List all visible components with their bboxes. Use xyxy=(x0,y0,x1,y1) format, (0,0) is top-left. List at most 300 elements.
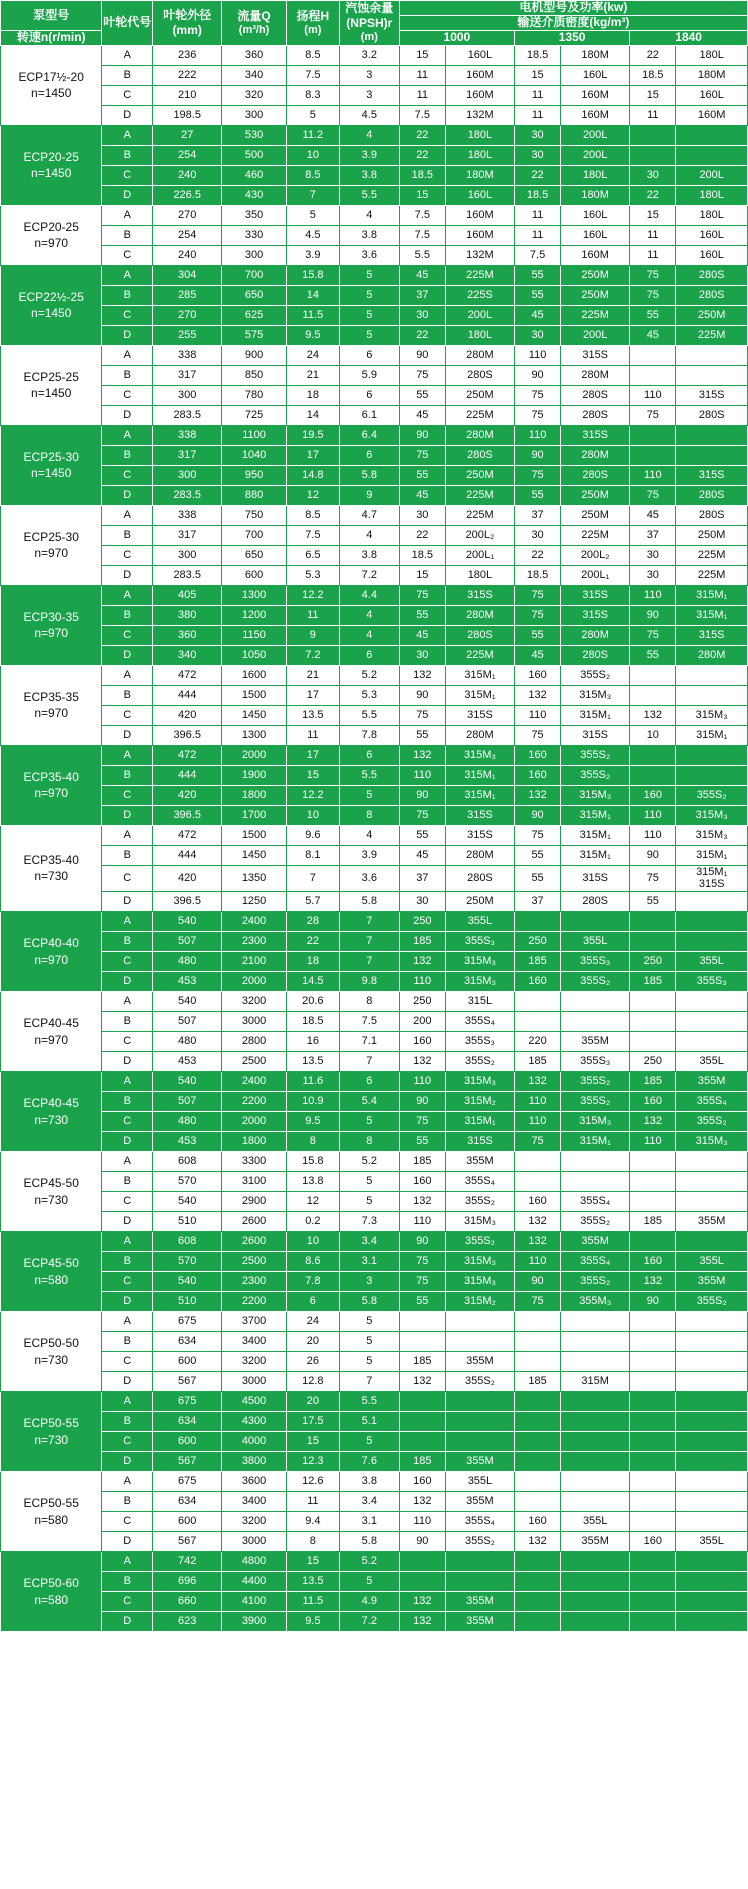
table-cell xyxy=(630,345,676,365)
table-row xyxy=(1,1592,748,1612)
table-cell: 7 xyxy=(339,932,399,952)
table-cell: 8 xyxy=(286,1132,339,1152)
table-cell: 355L xyxy=(561,932,630,952)
table-cell: 3.4 xyxy=(339,1492,399,1512)
table-cell xyxy=(630,1332,676,1352)
table-cell: C xyxy=(102,1192,153,1212)
table-cell: 75 xyxy=(399,1252,445,1272)
table-cell: 160M xyxy=(676,105,748,125)
header-flow-label: 流量Q xyxy=(237,8,271,23)
table-cell: 45 xyxy=(399,405,445,425)
table-row xyxy=(1,1432,748,1452)
table-cell: 132 xyxy=(515,785,561,805)
table-cell: 315M₁ xyxy=(561,805,630,825)
table-row xyxy=(1,585,748,605)
table-cell: 4 xyxy=(339,205,399,225)
table-cell: 340 xyxy=(222,65,287,85)
table-cell xyxy=(561,1432,630,1452)
table-cell: 3400 xyxy=(222,1492,287,1512)
table-cell: 3700 xyxy=(222,1312,287,1332)
table-row xyxy=(1,765,748,785)
table-cell: 634 xyxy=(153,1332,222,1352)
table-cell: 315M₂ xyxy=(445,1092,514,1112)
table-cell: 355S₄ xyxy=(561,1192,630,1212)
pump-model-cell xyxy=(1,1232,102,1312)
table-cell: 55 xyxy=(399,825,445,845)
table-row xyxy=(1,625,748,645)
table-cell: 355S₃ xyxy=(445,932,514,952)
table-cell: 10 xyxy=(630,725,676,745)
table-cell: 4.4 xyxy=(339,585,399,605)
table-cell xyxy=(399,1432,445,1452)
table-cell: 6.5 xyxy=(286,545,339,565)
table-cell: 315M₃ xyxy=(561,1112,630,1132)
table-cell: 160 xyxy=(515,745,561,765)
table-cell: 160L xyxy=(561,225,630,245)
table-cell xyxy=(676,765,748,785)
table-cell: 160 xyxy=(399,1472,445,1492)
table-cell xyxy=(676,932,748,952)
table-row xyxy=(1,932,748,952)
pump-model-line: n=580 xyxy=(34,1272,69,1287)
table-cell xyxy=(676,1352,748,1372)
table-cell xyxy=(630,445,676,465)
table-cell: 5 xyxy=(339,305,399,325)
table-cell: 430 xyxy=(222,185,287,205)
table-cell: 472 xyxy=(153,665,222,685)
table-cell: 254 xyxy=(153,145,222,165)
table-cell: 26 xyxy=(286,1352,339,1372)
table-cell: 236 xyxy=(153,45,222,65)
table-cell: 567 xyxy=(153,1452,222,1472)
table-cell xyxy=(630,1392,676,1412)
pump-model-cell xyxy=(1,345,102,425)
table-cell: 5 xyxy=(339,1112,399,1132)
table-cell: 11 xyxy=(399,65,445,85)
table-cell xyxy=(676,425,748,445)
table-cell: 315M₁ xyxy=(445,765,514,785)
table-cell: 507 xyxy=(153,1092,222,1112)
table-cell: 1500 xyxy=(222,825,287,845)
table-cell: 950 xyxy=(222,465,287,485)
table-cell: 8.5 xyxy=(286,165,339,185)
table-cell: 17 xyxy=(286,685,339,705)
table-cell xyxy=(561,1492,630,1512)
table-row xyxy=(1,405,748,425)
table-cell: 90 xyxy=(515,805,561,825)
table-cell: 37 xyxy=(630,525,676,545)
table-row xyxy=(1,825,748,845)
table-cell: 160L xyxy=(676,85,748,105)
table-cell: 45 xyxy=(399,265,445,285)
table-cell xyxy=(676,865,748,891)
table-cell xyxy=(630,1152,676,1172)
table-cell xyxy=(676,1512,748,1532)
table-cell: 396.5 xyxy=(153,892,222,912)
table-cell: 75 xyxy=(399,445,445,465)
table-row xyxy=(1,245,748,265)
table-cell xyxy=(399,1412,445,1432)
table-cell: 507 xyxy=(153,1012,222,1032)
table-cell: 75 xyxy=(630,285,676,305)
table-cell: 180M xyxy=(445,165,514,185)
table-cell: 315M xyxy=(561,1372,630,1392)
table-cell: 444 xyxy=(153,765,222,785)
table-cell: 280S xyxy=(676,285,748,305)
table-cell: 8.1 xyxy=(286,845,339,865)
table-cell: 200L₂ xyxy=(445,525,514,545)
table-cell: 315S xyxy=(561,425,630,445)
table-cell xyxy=(676,745,748,765)
table-cell: 110 xyxy=(630,805,676,825)
table-cell xyxy=(515,1572,561,1592)
table-cell: 18 xyxy=(286,952,339,972)
table-cell: 15.8 xyxy=(286,265,339,285)
table-cell: 2500 xyxy=(222,1252,287,1272)
pump-model-line: ECP50-60 xyxy=(23,1576,79,1591)
table-cell xyxy=(515,1392,561,1412)
table-cell: 3200 xyxy=(222,1352,287,1372)
table-cell xyxy=(561,1452,630,1472)
pump-model-line: ECP40-45 xyxy=(23,1016,79,1031)
table-cell: 180M xyxy=(561,185,630,205)
table-cell: 12 xyxy=(286,1192,339,1212)
table-cell: 4.7 xyxy=(339,505,399,525)
pump-model-line: n=580 xyxy=(34,1592,69,1607)
table-cell: 185 xyxy=(515,1052,561,1072)
pump-model-line: ECP35-35 xyxy=(23,690,79,705)
table-cell xyxy=(676,1452,748,1472)
table-cell: 20 xyxy=(286,1332,339,1352)
table-cell: 30 xyxy=(515,145,561,165)
table-cell: D xyxy=(102,725,153,745)
pump-model-line: n=730 xyxy=(34,1352,69,1367)
table-cell: 5 xyxy=(339,325,399,345)
table-cell: 570 xyxy=(153,1252,222,1272)
table-cell xyxy=(515,1612,561,1632)
table-cell: 6 xyxy=(339,445,399,465)
table-cell: 15 xyxy=(399,565,445,585)
table-cell: 110 xyxy=(515,705,561,725)
table-cell: 9 xyxy=(286,625,339,645)
table-cell: 315M₃ xyxy=(676,1132,748,1152)
pump-model-line: n=970 xyxy=(34,546,69,561)
table-cell: 11.5 xyxy=(286,1592,339,1612)
table-cell: 355S₂ xyxy=(561,1072,630,1092)
table-cell: 18.5 xyxy=(515,45,561,65)
table-cell: 16 xyxy=(286,1032,339,1052)
table-cell: 30 xyxy=(515,125,561,145)
table-cell: 90 xyxy=(630,1292,676,1312)
table-cell: 780 xyxy=(222,385,287,405)
table-cell xyxy=(515,1332,561,1352)
pump-model-line: n=970 xyxy=(34,236,69,251)
table-cell xyxy=(399,1392,445,1412)
table-cell: 5 xyxy=(339,1332,399,1352)
pump-model-line: n=970 xyxy=(34,1032,69,1047)
table-cell: B xyxy=(102,1332,153,1352)
table-cell: D xyxy=(102,1132,153,1152)
table-cell: 1800 xyxy=(222,1132,287,1152)
table-cell: 14 xyxy=(286,285,339,305)
table-cell: 5.8 xyxy=(339,1532,399,1552)
table-cell: B xyxy=(102,1172,153,1192)
table-cell: 24 xyxy=(286,1312,339,1332)
pump-model-cell xyxy=(1,1152,102,1232)
table-cell: D xyxy=(102,405,153,425)
table-row xyxy=(1,1312,748,1332)
table-cell: 7.2 xyxy=(286,645,339,665)
table-cell: 132 xyxy=(399,1052,445,1072)
table-cell: 355M xyxy=(445,1352,514,1372)
table-cell: 185 xyxy=(630,1212,676,1232)
table-header xyxy=(1,1,748,46)
table-cell: 75 xyxy=(515,605,561,625)
table-row xyxy=(1,485,748,505)
table-cell: 160 xyxy=(515,1512,561,1532)
table-cell xyxy=(445,1412,514,1432)
table-cell: 2500 xyxy=(222,1052,287,1072)
table-cell: 10 xyxy=(286,1232,339,1252)
table-cell: 355S₂ xyxy=(445,1052,514,1072)
table-cell: 132 xyxy=(630,1112,676,1132)
table-cell: 160 xyxy=(515,1192,561,1212)
table-cell xyxy=(515,1352,561,1372)
table-cell: 3800 xyxy=(222,1452,287,1472)
table-cell: 18.5 xyxy=(286,1012,339,1032)
table-cell xyxy=(630,365,676,385)
table-cell xyxy=(561,1572,630,1592)
table-cell xyxy=(561,1592,630,1612)
table-row xyxy=(1,365,748,385)
table-cell: 1150 xyxy=(222,625,287,645)
table-cell: 254 xyxy=(153,225,222,245)
table-cell: 8.5 xyxy=(286,505,339,525)
table-cell: 132 xyxy=(399,1492,445,1512)
table-cell: 160L xyxy=(561,65,630,85)
table-cell: 8.3 xyxy=(286,85,339,105)
table-cell: 315M₁ xyxy=(561,705,630,725)
table-cell: A xyxy=(102,45,153,65)
table-cell: 315S xyxy=(676,625,748,645)
table-cell xyxy=(445,1392,514,1412)
table-row xyxy=(1,465,748,485)
table-cell: 12.6 xyxy=(286,1472,339,1492)
table-row xyxy=(1,345,748,365)
pump-model-line: ECP50-55 xyxy=(23,1416,79,1431)
header-density: 输送介质密度(kg/m³) xyxy=(399,15,747,30)
table-cell: 315S xyxy=(445,1132,514,1152)
table-cell xyxy=(676,892,748,912)
table-cell: 13.5 xyxy=(286,1572,339,1592)
table-cell: 315S xyxy=(561,865,630,891)
table-cell: 11 xyxy=(286,605,339,625)
table-cell xyxy=(676,1372,748,1392)
table-cell: 17 xyxy=(286,445,339,465)
table-row xyxy=(1,1112,748,1132)
table-cell: 250 xyxy=(630,1052,676,1072)
table-cell: 315M₃ xyxy=(445,972,514,992)
table-cell: 160M xyxy=(561,245,630,265)
table-cell: 11 xyxy=(286,725,339,745)
table-row xyxy=(1,1172,748,1192)
table-cell: C xyxy=(102,625,153,645)
table-cell: 1040 xyxy=(222,445,287,465)
table-cell: 355S₂ xyxy=(561,665,630,685)
table-cell: 567 xyxy=(153,1372,222,1392)
table-cell: 5.4 xyxy=(339,1092,399,1112)
table-cell: 4500 xyxy=(222,1392,287,1412)
table-cell xyxy=(561,1552,630,1572)
table-cell: 2300 xyxy=(222,932,287,952)
table-cell: C xyxy=(102,165,153,185)
table-cell: 160 xyxy=(515,972,561,992)
table-cell: 18.5 xyxy=(515,185,561,205)
table-row xyxy=(1,952,748,972)
table-cell: 330 xyxy=(222,225,287,245)
table-cell: 7.5 xyxy=(286,65,339,85)
table-cell: 180L xyxy=(561,165,630,185)
table-cell: 315L xyxy=(445,992,514,1012)
table-cell: 3100 xyxy=(222,1172,287,1192)
table-cell: 185 xyxy=(399,1352,445,1372)
table-cell: 280S xyxy=(676,485,748,505)
table-row xyxy=(1,65,748,85)
table-cell: 132 xyxy=(515,1232,561,1252)
table-cell: A xyxy=(102,1312,153,1332)
table-cell: 2000 xyxy=(222,972,287,992)
table-cell: 250 xyxy=(630,952,676,972)
table-cell: 160L xyxy=(445,185,514,205)
table-cell: 2400 xyxy=(222,912,287,932)
table-cell: 338 xyxy=(153,425,222,445)
table-cell: 355S₂ xyxy=(561,1272,630,1292)
table-cell: 1800 xyxy=(222,785,287,805)
table-cell: 18.5 xyxy=(630,65,676,85)
table-cell: 300 xyxy=(222,105,287,125)
table-cell: 180L xyxy=(445,565,514,585)
table-cell: 250M xyxy=(445,892,514,912)
table-cell: B xyxy=(102,845,153,865)
table-cell: 420 xyxy=(153,785,222,805)
table-cell: 3.8 xyxy=(339,225,399,245)
table-cell: 2300 xyxy=(222,1272,287,1292)
table-cell: 132 xyxy=(399,1372,445,1392)
table-cell: B xyxy=(102,932,153,952)
table-cell: 2600 xyxy=(222,1232,287,1252)
table-cell: 3 xyxy=(339,65,399,85)
table-cell: A xyxy=(102,1392,153,1412)
table-cell: 315M₃ xyxy=(676,825,748,845)
table-cell: 1700 xyxy=(222,805,287,825)
table-cell: 90 xyxy=(515,445,561,465)
table-cell: 225M xyxy=(676,325,748,345)
table-cell: 18.5 xyxy=(399,165,445,185)
table-cell xyxy=(630,1192,676,1212)
table-cell: B xyxy=(102,145,153,165)
table-cell: 90 xyxy=(515,365,561,385)
table-cell: 3.8 xyxy=(339,165,399,185)
table-cell: 250M xyxy=(445,465,514,485)
table-cell: 7 xyxy=(286,865,339,891)
table-row xyxy=(1,1492,748,1512)
table-cell: 1450 xyxy=(222,705,287,725)
table-row xyxy=(1,125,748,145)
table-cell: 18.5 xyxy=(515,565,561,585)
table-cell xyxy=(630,1172,676,1192)
pump-model-line: n=730 xyxy=(34,1112,69,1127)
table-cell: B xyxy=(102,445,153,465)
table-cell xyxy=(676,1612,748,1632)
table-cell: 11 xyxy=(630,105,676,125)
table-cell: 280M xyxy=(561,365,630,385)
table-cell: 380 xyxy=(153,605,222,625)
table-cell xyxy=(630,1452,676,1472)
table-cell: 315S xyxy=(445,585,514,605)
table-cell: 5.2 xyxy=(339,1552,399,1572)
table-cell: 132M xyxy=(445,105,514,125)
table-cell: 55 xyxy=(399,605,445,625)
table-row xyxy=(1,1272,748,1292)
table-row xyxy=(1,145,748,165)
table-row xyxy=(1,805,748,825)
table-cell: 180M xyxy=(561,45,630,65)
table-cell: 360 xyxy=(222,45,287,65)
table-cell: 3900 xyxy=(222,1612,287,1632)
table-cell: A xyxy=(102,912,153,932)
table-cell: 30 xyxy=(515,525,561,545)
table-cell: 5 xyxy=(339,1172,399,1192)
table-cell xyxy=(676,1152,748,1172)
table-cell: 2900 xyxy=(222,1192,287,1212)
table-cell: 160M xyxy=(445,85,514,105)
table-cell: B xyxy=(102,65,153,85)
table-row xyxy=(1,265,748,285)
table-cell xyxy=(561,1312,630,1332)
table-cell: 6 xyxy=(339,345,399,365)
table-cell: 22 xyxy=(399,125,445,145)
table-cell: D xyxy=(102,972,153,992)
table-cell: 315M₁ xyxy=(561,825,630,845)
table-cell: 75 xyxy=(515,1292,561,1312)
table-cell: D xyxy=(102,565,153,585)
table-cell: 160L xyxy=(676,245,748,265)
table-cell: 280M xyxy=(445,845,514,865)
table-cell xyxy=(630,685,676,705)
table-cell: 280S xyxy=(445,625,514,645)
table-row xyxy=(1,645,748,665)
table-cell: 11 xyxy=(630,225,676,245)
table-cell: 11 xyxy=(286,1492,339,1512)
table-cell: 355S₂ xyxy=(561,972,630,992)
header-impeller-diameter-label: 叶轮外径(mm) xyxy=(163,7,212,37)
table-cell: 315M₁ xyxy=(445,1112,514,1132)
table-cell: 315M₃ xyxy=(676,705,748,725)
table-cell: 9.5 xyxy=(286,1612,339,1632)
table-cell: 15 xyxy=(286,1432,339,1452)
table-cell: 7.5 xyxy=(286,525,339,545)
table-cell: 355M xyxy=(676,1072,748,1092)
table-cell: 75 xyxy=(630,865,676,891)
table-row xyxy=(1,565,748,585)
table-cell: 6 xyxy=(339,1072,399,1092)
table-cell: 355M xyxy=(676,1212,748,1232)
table-cell: 250M xyxy=(561,265,630,285)
table-cell: 283.5 xyxy=(153,485,222,505)
table-cell: 160 xyxy=(630,785,676,805)
table-cell: 623 xyxy=(153,1612,222,1632)
table-cell: A xyxy=(102,585,153,605)
